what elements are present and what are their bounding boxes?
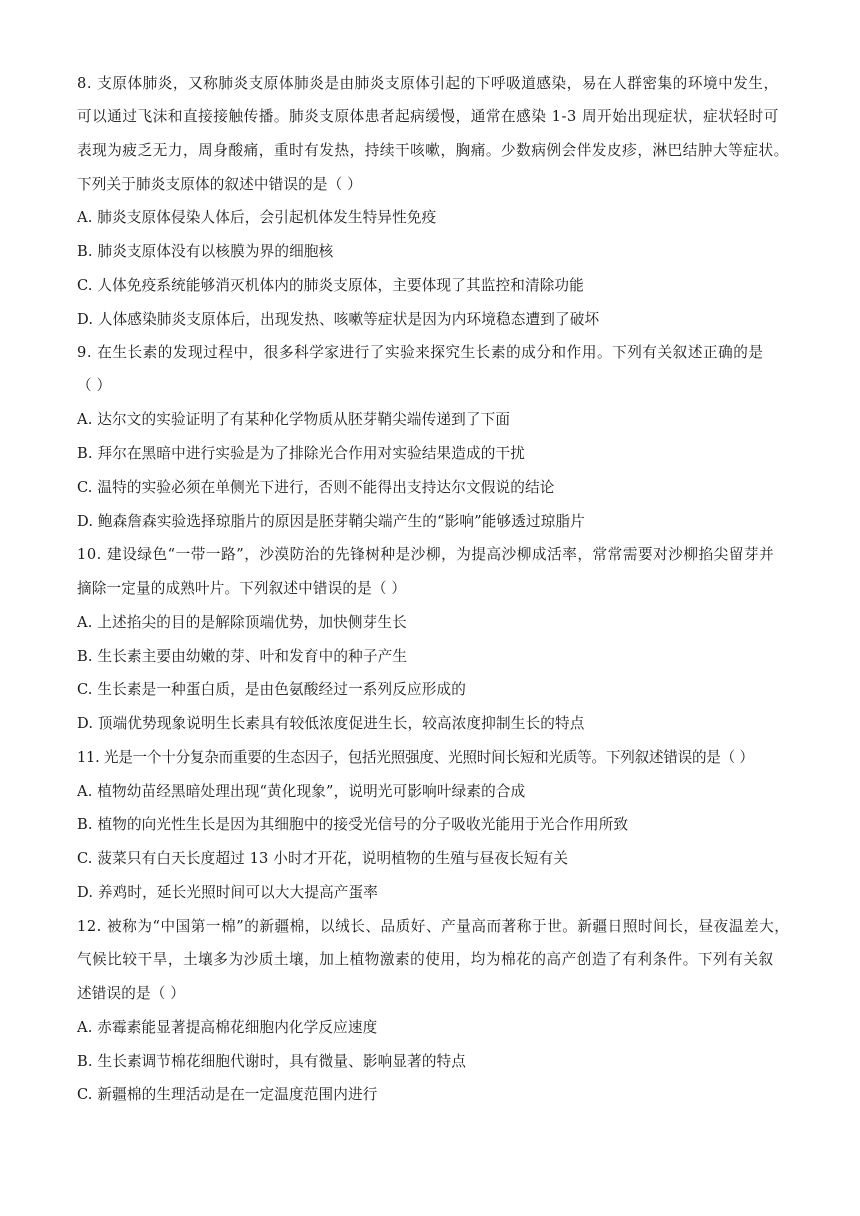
question-10-stem-line-1: 10. 建设绿色“一带一路”，沙漠防治的先锋树种是沙柳，为提高沙柳成活率，常常需要对沙柳掐尖留芽并 (77, 546, 775, 563)
question-11-option-d: D. 养鸡时，延长光照时间可以大大提高产蛋率 (77, 884, 379, 901)
question-10-option-a: A. 上述掐尖的目的是解除顶端优势，加快侧芽生长 (77, 614, 407, 631)
question-11-option-c: C. 菠菜只有白天长度超过 13 小时才开花，说明植物的生殖与昼夜长短有关 (77, 850, 569, 867)
question-8-option-d: D. 人体感染肺炎支原体后，出现发热、咳嗽等症状是因为内环境稳态遭到了破坏 (77, 311, 600, 328)
question-12-option-b: B. 生长素调节棉花细胞代谢时，具有微量、影响显著的特点 (77, 1053, 467, 1070)
question-10-stem-line-2: 摘除一定量的成熟叶片。下列叙述中错误的是（ ） (77, 580, 407, 597)
question-9-stem-line-2: （ ） (77, 377, 112, 394)
question-9-stem-line-1: 9. 在生长素的发现过程中，很多科学家进行了实验来探究生长素的成分和作用。下列有关叙述正确的是 (77, 344, 764, 361)
question-12-stem-line-1: 12. 被称为“中国第一棉”的新疆棉，以绒长、品质好、产量高而著称于世。新疆日照时间长，昼夜温差大， (77, 918, 790, 935)
question-11-option-b: B. 植物的向光性生长是因为其细胞中的接受光信号的分子吸收光能用于光合作用所致 (77, 816, 629, 833)
question-11-option-a: A. 植物幼苗经黑暗处理出现“黄化现象”，说明光可影响叶绿素的合成 (77, 783, 526, 800)
question-9-option-c: C. 温特的实验必须在单侧光下进行，否则不能得出支持达尔文假说的结论 (77, 479, 555, 496)
question-12-option-a: A. 赤霉素能显著提高棉花细胞内化学反应速度 (77, 1019, 378, 1036)
question-12-stem-line-2: 气候比较干旱，土壤多为沙质土壤，加上植物激素的使用，均为棉花的高产创造了有利条件。下列有关叙 (77, 951, 774, 968)
question-8-option-a: A. 肺炎支原体侵染人体后，会引起机体发生特异性免疫 (77, 209, 437, 226)
question-9-option-d: D. 鲍森詹森实验选择琼脂片的原因是胚芽鞘尖端产生的“影响”能够透过琼脂片 (77, 513, 585, 530)
question-8-stem-line-1: 8. 支原体肺炎，又称肺炎支原体肺炎是由肺炎支原体引起的下呼吸道感染，易在人群密集的环境中发生， (77, 75, 779, 92)
question-8-stem-line-3: 表现为疲乏无力，周身酸痛，重时有发热，持续干咳嗽，胸痛。少数病例会伴发皮疹，淋巴结肿大等症状。 (77, 142, 789, 159)
question-10-option-c: C. 生长素是一种蛋白质，是由色氨酸经过一系列反应形成的 (77, 681, 466, 698)
question-10-option-d: D. 顶端优势现象说明生长素具有较低浓度促进生长，较高浓度抑制生长的特点 (77, 715, 585, 732)
question-12-stem-line-3: 述错误的是（ ） (77, 985, 185, 1002)
question-8-stem-line-4: 下列关于肺炎支原体的叙述中错误的是（ ） (77, 176, 362, 193)
question-11-stem-line-1: 11. 光是一个十分复杂而重要的生态因子，包括光照强度、光照时间长短和光质等。下列叙述错误的是（ ） (77, 749, 754, 766)
question-8-option-c: C. 人体免疫系统能够消灭机体内的肺炎支原体，主要体现了其监控和清除功能 (77, 277, 584, 294)
question-8-stem-line-2: 可以通过飞沫和直接接触传播。肺炎支原体患者起病缓慢，通常在感染 1-3 周开始出现症状，症状轻时可 (77, 108, 779, 125)
question-10-option-b: B. 生长素主要由幼嫩的芽、叶和发育中的种子产生 (77, 648, 408, 665)
question-8-option-b: B. 肺炎支原体没有以核膜为界的细胞核 (77, 243, 334, 260)
question-9-option-b: B. 拜尔在黑暗中进行实验是为了排除光合作用对实验结果造成的干扰 (77, 445, 526, 462)
question-9-option-a: A. 达尔文的实验证明了有某种化学物质从胚芽鞘尖端传递到了下面 (77, 411, 511, 428)
question-12-option-c: C. 新疆棉的生理活动是在一定温度范围内进行 (77, 1086, 378, 1103)
